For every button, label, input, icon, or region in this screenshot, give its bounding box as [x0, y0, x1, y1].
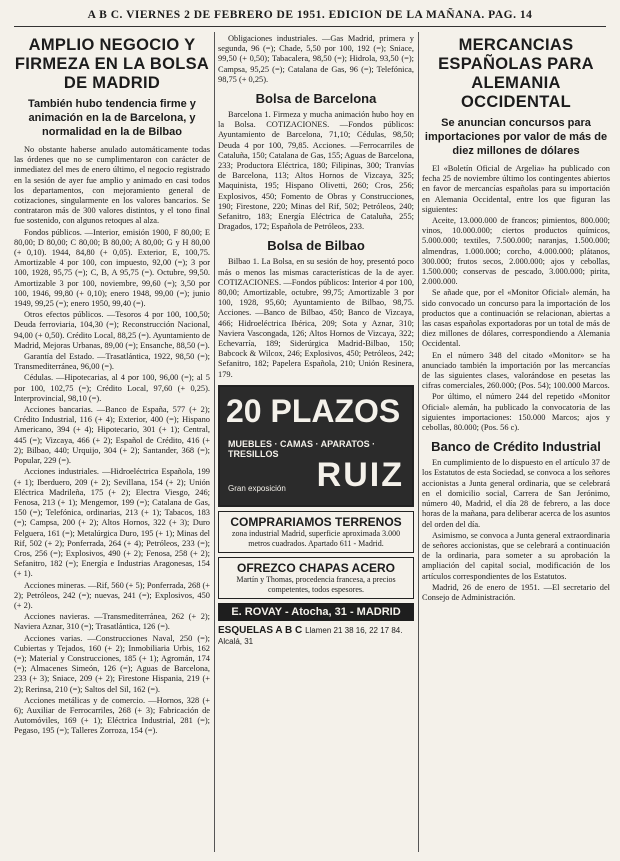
paragraph: Fondos públicos. —Interior, emisión 1900, F 80,00; E 80,00; D 80,00; C 80,00; B 80,00; A 80,00; G y H 80,00 (+ 0,10). 1944, 84,80 (+ 0,05). Exterior, E, 100,75. Amortizable 4 por 100, con impuesto, 92,00 (=); 3 por 100, 1928, 95,75 (=); C, B, A 95,75 (=). Octubre, 99,50. Amortizable 3 por 100, noviembre, 99,60 (=); 3,50 por 100, 1946, 99,80 (+ 0,10); enero 1948, 99,00 (=); junio 1949, 99,25 (=); enero 1950, 99,40 (=). [14, 227, 210, 309]
paragraph: En el número 348 del citado «Monitor» se ha anunciado también la importación por las mercancías de las siguientes clases, valorándose en pesetas las cifras comerciales, 260.000; (Pos. 54); 100.000 Marcos. [422, 350, 610, 391]
column-right [422, 34, 610, 856]
paragraph: Madrid, 26 de enero de 1951. —El secretario del Consejo de Administración. [422, 582, 610, 602]
advertisement-rovay: E. ROVAY - Atocha, 31 - MADRID [218, 603, 414, 621]
paragraph: Acciones industriales. —Hidroeléctrica Española, 199 (+ 1); Iberduero, 209 (+ 2); Sevillana, 154 (+ 2); Unión Eléctrica Madrileña, 175 (+ 2); Electra Viesgo, 246; Fenosa, 213 (+ 1); Mengemor, 199 (=); Catalana de Gas, 150 (=); Telefónica, ordinarias, 213 (+ 1); Tabacos, 183 (=); Campsa, 200 (+ 2); Altos Hornos, 322 (+ 3); Duro Felguera, 161 (=); Metalúrgica Duro, 195 (+ 1); Minas del Rif, 502 (+ 2); Ponferrada, 264 (+ 4); Petróleos, 233 (=); Cros, 256 (=); Explosivos, 490 (+ 2); Fenosa, 258 (+ 2); Sefanitro, 182 (=); Energía e Industrias Aragonesas, 154 (+ 1). [14, 467, 210, 579]
article-title-mercancias: MERCANCIAS ESPAÑOLAS PARA ALEMANIA OCCIDENTAL [438, 36, 594, 111]
paragraph: El «Boletín Oficial de Argelia» ha publicado con fecha 25 de noviembre último los contingentes abiertos en favor de mercancías españolas para su importación en Alemania Occidental, entre los que figuran las siguientes: [422, 164, 610, 214]
paragraph: No obstante haberse anulado automáticamente todas las órdenes que no se cumplimentaron con carácter de inmediatez del mes de enero último, el negocio registrado en la sesión de ayer fue amplio y animado en casi todos los departamentos, con mejoramiento general de cotizaciones, singularmente en los valores bancarios. Se contrataron más de 300 valores distintos, y el tono final fue sostenido, con algunos retoques al alza. [14, 145, 210, 226]
ad-title: COMPRARIAMOS TERRENOS [230, 514, 402, 529]
paragraph: Acciones bancarias. —Banco de España, 577 (+ 2); Crédito Industrial, 116 (+ 4); Exterior, 400 (=); Hispano Americano, 394 (+ 4); Hipotecario, 301 (+ 1); Central, 445 (=); Vizcaya, 466 (+ 2); Español de Crédito, 416 (+ 2); Bilbao, 440; Urquijo, 304 (+ 2); Santander, 368 (=); Popular, 229 (=). [14, 405, 210, 466]
article-subtitle-mercancias: Se anuncian concursos para importaciones por valor de más de diez millones de dólares [424, 117, 608, 157]
ad-headline: 20 PLAZOS [226, 392, 401, 429]
section-body-barcelona [218, 110, 414, 232]
paragraph: Barcelona 1. Firmeza y mucha animación hubo hoy en la Bolsa. COTIZACIONES. —Fondos públicos: Ayuntamiento de Barcelona, 71,10; Cédulas, 98,50; Deuda 4 por 100, 79,85. Acciones. —Ferrocarriles de Cataluña, 150; Catalana de Gas, 155; Aguas de Barcelona, 233; Productora Eléctrica, 180; Filipinas, 300; Tranvías de Barcelona, 113; Altos Hornos de Vizcaya, 325; Maquinista, 195; Hispano Olivetti, 260; Cros, 256; Explosivos, 450; Fomento de Obras y Construcciones, 190; Firestone, 220; Minas del Rif, 502; Petróleos, 240; Sefanitro, 183; Energía Eléctrica de Cataluña, 255; Dragados, 172; Española de Petróleos, 233. [218, 110, 414, 232]
paragraph: Garantía del Estado. —Trasatlántica, 1922, 98,50 (=); Transmediterránea, 96,00 (=). [14, 352, 210, 372]
section-title-barcelona: Bolsa de Barcelona [255, 91, 377, 107]
article-subtitle-bolsa-madrid: También hubo tendencia firme y animación en la de Barcelona, y normalidad en la de Bilbao [28, 98, 196, 138]
column-divider-1 [214, 32, 215, 852]
paragraph: Cédulas. —Hipotecarias, al 4 por 100, 96,00 (=); al 5 por 100, 102,75 (=); Crédito Local, 97,60 (+ 0,25). Interprovincial, 98,10 (=). [14, 373, 210, 403]
paragraph: En cumplimiento de lo dispuesto en el artículo 37 de los Estatutos de esta Sociedad, se convoca a los señores accionistas a Junta general ordinaria, que se celebrará en el domicilio social, Carrera de San Jerónimo, número 40, Madrid, el día 28 de febrero, a las doce horas de la mañana, para deliberar acerca de los asuntos del orden del día. [422, 458, 610, 529]
advertisement-terrenos [218, 511, 414, 553]
obligaciones-text [218, 34, 414, 85]
paragraph: Obligaciones industriales. —Gas Madrid, primera y segunda, 96 (=); Chade, 5,50 por 100, 192 (=); Sniace, 99,50 (+ 0,50); Tabacalera, 98,50 (=); Hidrola, 93,50 (=); Campsa, 95,25 (=); Catalana de Gas, 96 (=); Telefónica, 98,75 (+ 0,25). [218, 34, 414, 84]
paragraph: Por último, el número 244 del repetido «Monitor Oficial» alemán, ha publicado la convocatoria de las siguientes importaciones: 150.000 Marcos; ajos y cebollas, 80.000; (Pos. 56 c). [422, 392, 610, 433]
section-title-bilbao: Bolsa de Bilbao [267, 238, 365, 254]
section-title-banco-credito: Banco de Crédito Industrial [431, 439, 601, 455]
ad-line: MUEBLES · CAMAS · APARATOS · TRESILLOS [228, 438, 376, 459]
section-body-banco-credito [422, 458, 610, 603]
ad-small-text: Gran exposición [228, 483, 286, 493]
ad-description: Martín y Thomas, procedencia francesa, a precios competentes, todos espesores. [236, 574, 396, 594]
ad-brand-name: RUIZ [316, 455, 404, 494]
advertisement-esquelas [218, 625, 414, 647]
paragraph: Acciones metálicas y de comercio. —Hornos, 328 (+ 6); Auxiliar de Ferrocarriles, 268 (+ 3); Fabricación de Automóviles, 169 (+ 1); Eléctrica Industrial, 281 (=); Pegaso, 195 (=); Talleres Zorroza, 154 (=). [14, 695, 210, 736]
advertisement-ruiz [218, 385, 414, 507]
article-title-bolsa-madrid: AMPLIO NEGOCIO Y FIRMEZA EN LA BOLSA DE MADRID [14, 36, 210, 92]
paragraph: Acciones varias. —Construcciones Naval, 250 (=); Cubiertas y Tejados, 160 (+ 2); Inmobiliaria Urbis, 162 (=); Material y Construcciones, 185 (+ 1); Agromán, 174 (=); Almacenes Simeón, 126 (=); Aguas de Barcelona, 233 (+ 3); Sniace, 209 (+ 2); Firestone Hispania, 219 (+ 2); Rerinsa, 210 (=); Saltos del Sil, 162 (=). [14, 633, 210, 694]
article-body-bolsa-madrid [14, 145, 210, 737]
page-header: A B C. VIERNES 2 DE FEBRERO DE 1951. EDICION DE LA MAÑANA. PAG. 14 [87, 9, 533, 21]
header-rule [14, 26, 606, 27]
paragraph: Otros efectos públicos. —Tesoros 4 por 100, 100,50; Deuda ferroviaria, 104,30 (=); Reconstrucción Nacional, 94,00 (+ 0,50). Crédito Local, 88,25 (=). Ayuntamiento de Madrid, Mejoras Urbanas, 89,00 (=); Ensanche, 88,50 (=). [14, 310, 210, 350]
paragraph: Asimismo, se convoca a Junta general extraordinaria de señores accionistas, que se celebrará a continuación de la ordinaria, para someter a su aprobación la ampliación del capital social, modificación de los artículos correspondientes de los Estatutos. [422, 530, 610, 581]
paragraph: Bilbao 1. La Bolsa, en su sesión de hoy, presentó poco más o menos las mismas características de la de ayer. COTIZACIONES. —Fondos públicos: Interior 4 por 100, 80,00; Amortizable, octubre, 99,75; Amortizable 3 por 100, 1928, 95,60; Ayuntamiento de Bilbao, 98,75. Acciones. —Banco de Bilbao, 450; Banco de Vizcaya, 466; Hidroeléctrica Ibérica, 209; Sota y Aznar, 310; Naviera Vascongada, 126; Altos Hornos de Vizcaya, 322; Echevarría, 189; Siderúrgica Madrid-Bilbao, 150; Babcock & Wilcox, 246; Explosivos, 450; Petróleos, 242; Sefanitro, 182; Papelera Española, 210; Unión Resinera, 179. [218, 257, 414, 379]
ad-title: ESQUELAS A B C [218, 624, 303, 636]
paragraph: Aceite, 13.000.000 de francos; pimientos, 800.000; vinos, 10.000.000; ciertos productos químicos, 5.000.000; textiles, 7.500.000; naranjas, 1.500.000; almendras, 1.000.000; corcho, 4.000.000; plátanos, 300.000; frutos secos, 2.000.000; ajos y cebollas, 1.500.000; conservas de pescado, 3.000.000; pirita, 2.000.000. [422, 216, 610, 287]
ad-description: Llamen 21 38 16, 22 17 84. Alcalá, 31 [218, 625, 403, 646]
ad-description: zona industrial Madrid, superficie aproximada 3.000 metros cuadrados. Apartado 611 - Madrid. [231, 528, 401, 548]
paragraph: Acciones mineras. —Rif, 560 (+ 5); Ponferrada, 268 (+ 2); Petróleos, 242 (=); nuevas, 241 (=); Explosivos, 450 (+ 2). [14, 580, 210, 610]
advertisement-chapas [218, 557, 414, 599]
column-divider-2 [418, 32, 419, 852]
column-middle [218, 34, 414, 856]
column-left [14, 34, 210, 856]
paragraph: Se añade que, por el «Monitor Oficial» alemán, ha sido convocado un concurso para la importación de los productos que a continuación se relacionan, abiertas a las casas españolas exportadoras por un total de más de diez millones de dólares, correspondiendo a Alemania Occidental. [422, 288, 610, 349]
ad-title: OFREZCO CHAPAS ACERO [236, 560, 395, 575]
article-body-mercancias [422, 164, 610, 433]
paragraph: Acciones navieras. —Transmediterránea, 262 (+ 2); Naviera Aznar, 310 (=); Trasatlántica, 126 (=). [14, 612, 210, 632]
section-body-bilbao [218, 257, 414, 379]
